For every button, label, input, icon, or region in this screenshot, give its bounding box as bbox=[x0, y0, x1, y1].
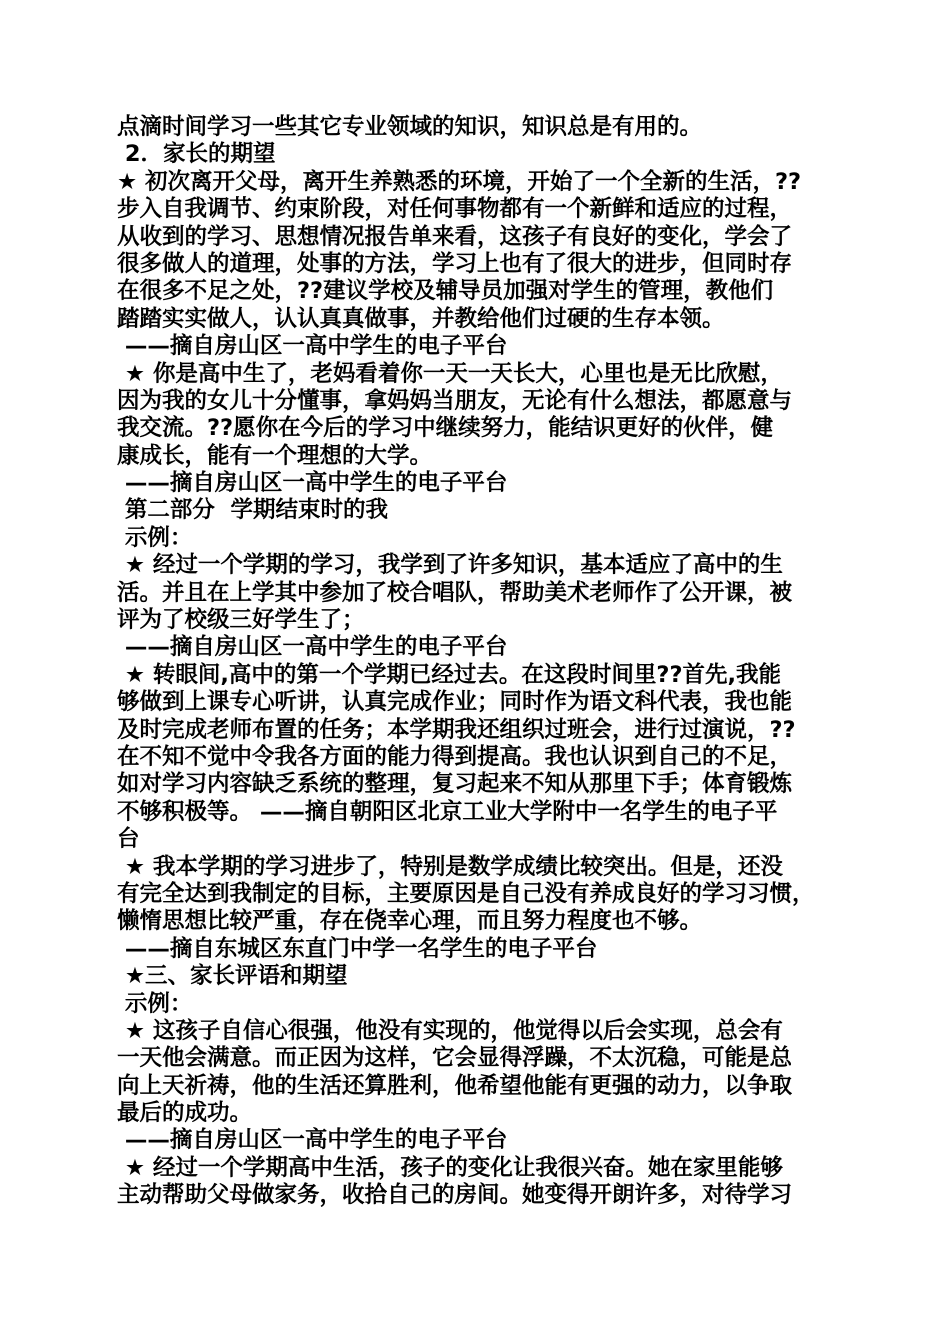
text-line: 评为了校级三好学生了； bbox=[117, 607, 365, 634]
text-line: 懒惰思想比较严重，存在侥幸心理，而且努力程度也不够。 bbox=[117, 908, 703, 935]
source-attribution: ——摘自东城区东直门中学一名学生的电子平台 bbox=[117, 935, 598, 962]
text-line: 在很多不足之处，??建议学校及辅导员加强对学生的管理，教他们 bbox=[117, 278, 774, 305]
text-line: ★ 我本学期的学习进步了，特别是数学成绩比较突出。但是，还没 bbox=[117, 853, 783, 880]
text-line: 踏踏实实做人，认认真真做事，并教给他们过硬的生存本领。 bbox=[117, 305, 725, 332]
text-line: 很多做人的道理，处事的方法，学习上也有了很大的进步，但同时存 bbox=[117, 250, 793, 277]
text-line: 因为我的女儿十分懂事，拿妈妈当朋友，无论有什么想法，都愿意与 bbox=[117, 387, 793, 414]
text-line: 向上天祈祷，他的生活还算胜利，他希望他能有更强的动力，以争取 bbox=[117, 1072, 793, 1099]
text-line: 及时完成老师布置的任务；本学期我还组织过班会，进行过演说，?? bbox=[117, 716, 796, 743]
source-attribution: ——摘自房山区一高中学生的电子平台 bbox=[117, 1127, 508, 1154]
document-page bbox=[117, 114, 857, 1210]
source-attribution: ——摘自房山区一高中学生的电子平台 bbox=[117, 333, 508, 360]
text-line: ★ 经过一个学期的学习，我学到了许多知识，基本适应了高中的生 bbox=[117, 552, 783, 579]
text-line: 点滴时间学习一些其它专业领域的知识，知识总是有用的。 bbox=[117, 114, 703, 140]
text-line: 主动帮助父母做家务，收拾自己的房间。她变得开朗许多，对待学习 bbox=[117, 1182, 793, 1209]
text-line: ★ 转眼间,高中的第一个学期已经过去。在这段时间里??首先,我能 bbox=[117, 661, 782, 688]
example-label: 示例： bbox=[117, 524, 193, 551]
text-line: 活。并且在上学其中参加了校合唱队，帮助美术老师作了公开课，被 bbox=[117, 579, 793, 606]
text-line: ★ 这孩子自信心很强，他没有实现的，他觉得以后会实现，总会有 bbox=[117, 1017, 783, 1044]
section-heading: 2．家长的期望 bbox=[117, 141, 276, 168]
text-line: ★ 你是高中生了，老妈看着你一天一天长大，心里也是无比欣慰， bbox=[117, 360, 783, 387]
text-line: 康成长，能有一个理想的大学。 bbox=[117, 442, 433, 469]
text-line: 如对学习内容缺乏系统的整理，复习起来不知从那里下手；体育锻炼 bbox=[117, 771, 793, 798]
text-line: 够做到上课专心听讲，认真完成作业；同时作为语文科代表，我也能 bbox=[117, 689, 793, 716]
section-heading: ★三、家长评语和期望 bbox=[117, 963, 348, 990]
text-line: 从收到的学习、思想情况报告单来看，这孩子有良好的变化，学会了 bbox=[117, 223, 793, 250]
text-line: 台 bbox=[117, 826, 140, 853]
text-line: 最后的成功。 bbox=[117, 1100, 253, 1127]
example-label: 示例： bbox=[117, 990, 193, 1017]
text-line: 一天他会满意。而正因为这样，它会显得浮躁，不太沉稳，可能是总 bbox=[117, 1045, 793, 1072]
text-line: 我交流。??愿你在今后的学习中继续努力，能结识更好的伙伴，健 bbox=[117, 415, 774, 442]
section-heading: 第二部分 学期结束时的我 bbox=[117, 497, 389, 524]
text-line: ★ 经过一个学期高中生活，孩子的变化让我很兴奋。她在家里能够 bbox=[117, 1154, 783, 1181]
text-line: 在不知不觉中令我各方面的能力得到提高。我也认识到自己的不足， bbox=[117, 743, 793, 770]
text-line: ★ 初次离开父母，离开生养熟悉的环境，开始了一个全新的生活，?? bbox=[117, 168, 802, 195]
text-line: 步入自我调节、约束阶段，对任何事物都有一个新鲜和适应的过程， bbox=[117, 196, 793, 223]
source-attribution: ——摘自房山区一高中学生的电子平台 bbox=[117, 470, 508, 497]
text-line: 不够积极等。 ——摘自朝阳区北京工业大学附中一名学生的电子平 bbox=[117, 798, 778, 825]
text-line: 有完全达到我制定的目标，主要原因是自己没有养成良好的学习习惯， bbox=[117, 880, 815, 907]
source-attribution: ——摘自房山区一高中学生的电子平台 bbox=[117, 634, 508, 661]
